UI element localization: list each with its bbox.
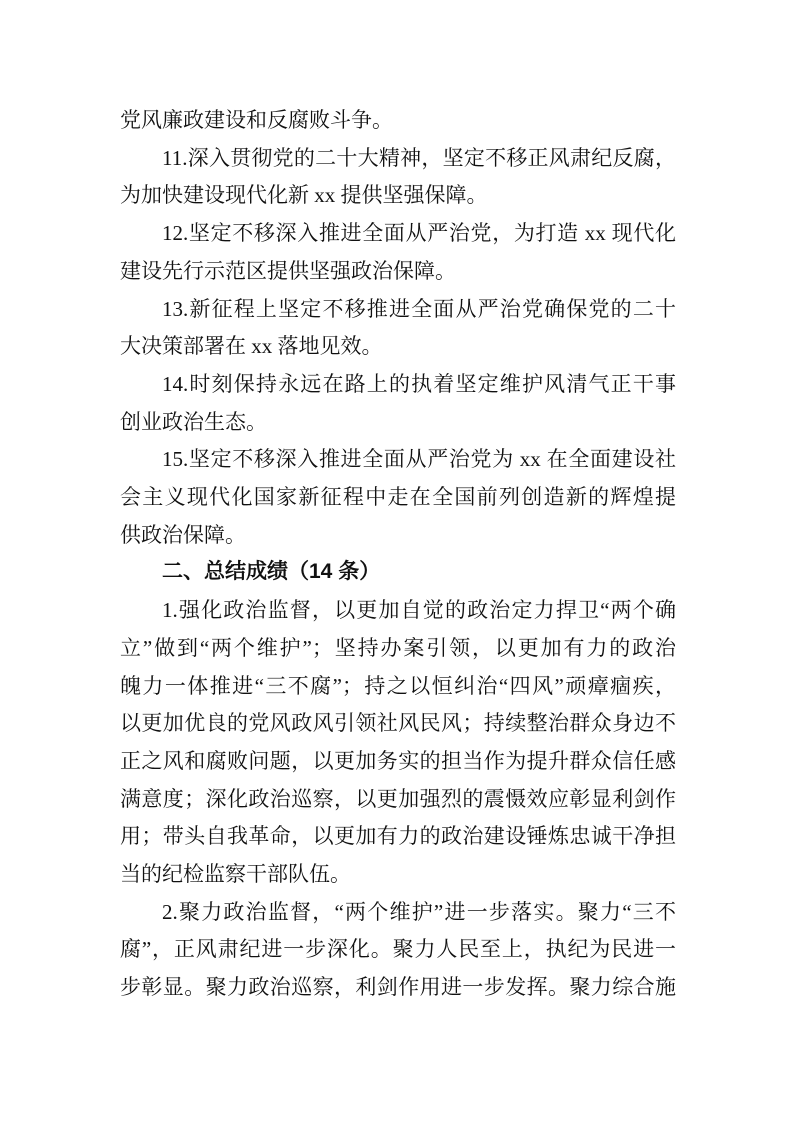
text-line: 步彰显。聚力政治巡察，利剑作用进一步发挥。聚力综合施 bbox=[120, 975, 676, 1000]
text-line: 党风廉政建设和反腐败斗争。 bbox=[120, 108, 393, 132]
text-line: 满意度；深化政治巡察，以更加强烈的震慑效应彰显利剑作 bbox=[120, 786, 676, 811]
text-line: 13.新征程上坚定不移推进全面从严治党确保党的二十 bbox=[162, 296, 676, 321]
text-line: 供政治保障。 bbox=[120, 522, 246, 547]
text-line: 11.深入贯彻党的二十大精神，坚定不移正风肃纪反腐， bbox=[162, 145, 676, 170]
text-line: 以更加优良的党风政风引领社风民风；持续整治群众身边不 bbox=[120, 711, 676, 736]
text-line: 15.坚定不移深入推进全面从严治党为 xx 在全面建设社 bbox=[162, 447, 676, 472]
text-line: 用；带头自我革命，以更加有力的政治建设锤炼忠诚干净担 bbox=[120, 824, 676, 849]
text-line: 建设先行示范区提供坚强政治保障。 bbox=[120, 258, 456, 283]
text-line: 正之风和腐败问题，以更加务实的担当作为提升群众信任感 bbox=[120, 748, 676, 773]
text-line: 2.聚力政治监督，“两个维护”进一步落实。聚力“三不 bbox=[162, 899, 676, 924]
text-line: 14.时刻保持永远在路上的执着坚定维护风清气正干事 bbox=[162, 371, 676, 396]
text-line: 12.坚定不移深入推进全面从严治党，为打造 xx 现代化 bbox=[162, 221, 676, 246]
text-line: 魄力一体推进“三不腐”；持之以恒纠治“四风”顽瘴痼疾， bbox=[120, 673, 676, 698]
heading-text: 二、总结成绩（14 条） bbox=[162, 560, 381, 584]
text-line: 会主义现代化国家新征程中走在全国前列创造新的辉煌提 bbox=[120, 485, 676, 509]
text-line: 创业政治生态。 bbox=[120, 409, 267, 434]
text-line: 当的纪检监察干部队伍。 bbox=[120, 862, 351, 886]
text-line: 大决策部署在 xx 落地见效。 bbox=[120, 334, 383, 359]
text-line: 1.强化政治监督，以更加自觉的政治定力捍卫“两个确 bbox=[162, 598, 676, 623]
text-line: 腐”，正风肃纪进一步深化。聚力人民至上，执纪为民进一 bbox=[120, 937, 676, 962]
text-line: 为加快建设现代化新 xx 提供坚强保障。 bbox=[120, 183, 488, 208]
text-line: 立”做到“两个维护”；坚持办案引领，以更加有力的政治 bbox=[120, 635, 676, 660]
